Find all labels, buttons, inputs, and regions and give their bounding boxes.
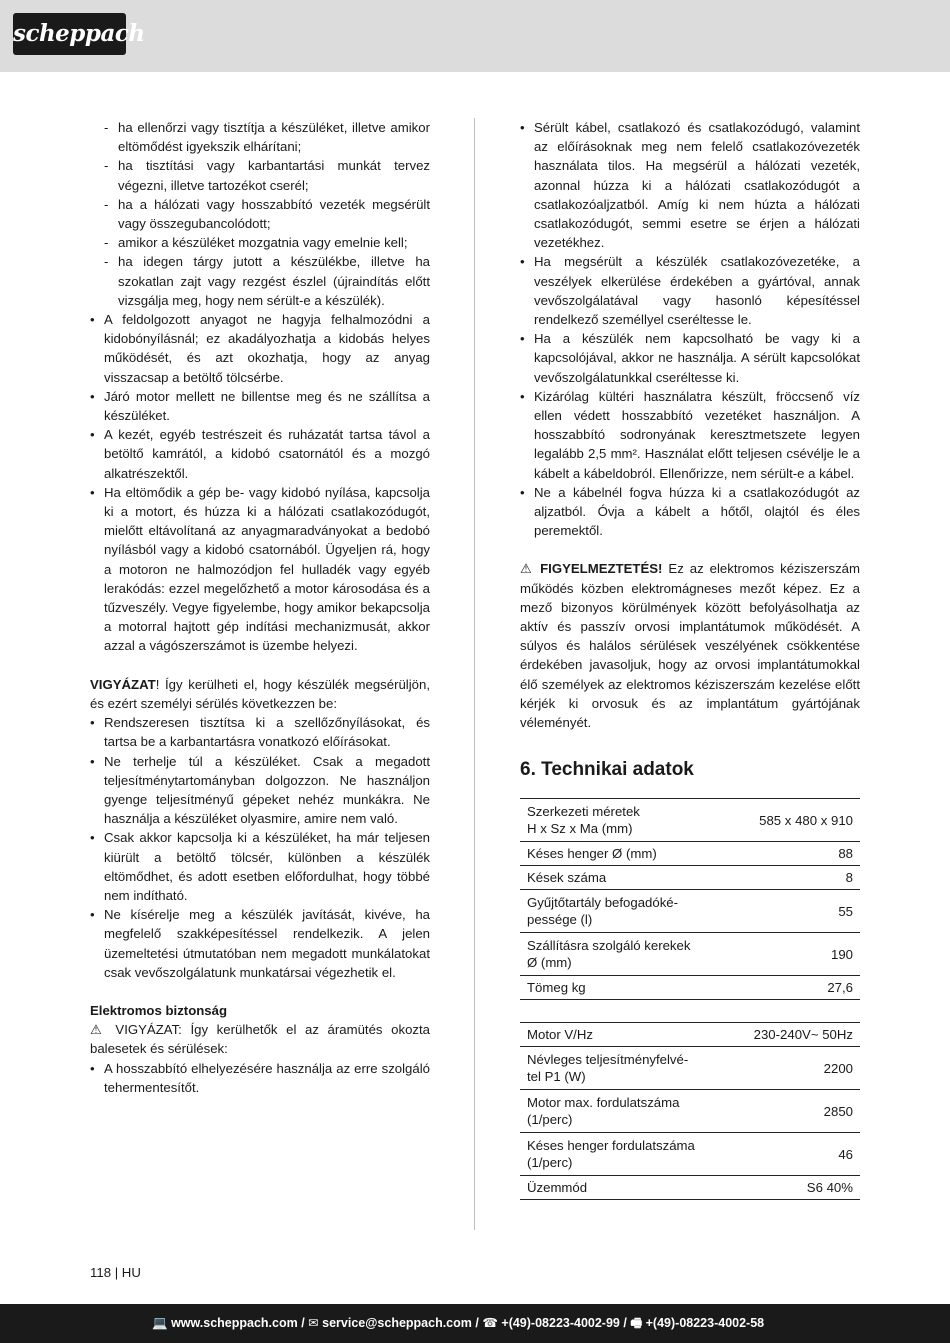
spec-table-dimensions — [520, 798, 860, 1000]
table-row — [520, 842, 860, 866]
spec-value: S6 40% — [729, 1176, 860, 1200]
bullet-list — [90, 310, 430, 656]
spec-value: 585 x 480 x 910 — [731, 799, 860, 842]
bullet-item: • Ne kísérelje meg a készülék javítását, kivéve, ha megfelelő szakképesítéssel rendelkezik. A jelen üzemeltetési útmutatóban nem megadott munkálatokat csak vevőszolgálatunk munkatársai végezhetik el. — [90, 907, 430, 980]
spec-label: Gyűjtőtartály befogadóké- pessége (l) — [520, 890, 731, 933]
bullet-item: • A hosszabbító elhelyezésére használja az erre szolgáló tehermentesítőt. — [90, 1060, 430, 1095]
spec-value: 2850 — [729, 1090, 860, 1133]
spec-label: Kések száma — [520, 866, 731, 890]
dash-item: - ha a hálózati vagy hosszabbító vezeték megsérült vagy összegubancolódott; — [104, 196, 430, 232]
spec-value: 27,6 — [731, 976, 860, 1000]
warning-triangle-icon: ⚠ — [520, 561, 535, 577]
spec-value: 230-240V~ 50Hz — [729, 1023, 860, 1047]
page-number: 118 | HU — [90, 1265, 141, 1280]
emf-warning-paragraph: ⚠ FIGYELMEZTETÉS! Ez az elektromos kéziszerszám működés közben elektromágneses mezőt képez. Ez a mező bizonyos körülmények között befolyásolhatja az aktív és passzív orvosi implantátumok működését. A súlyos és halálos sérülések veszélyének csökkentése érdekében javasoljuk, hogy az orvosi implantátumokkal élő személyek az elektromos kéziszerszám kezelése előtt kérjék ki orvosuk és az implantátum gyártójának véleményét. — [520, 561, 860, 731]
footer-fax: +(49)-08223-4002-58 — [645, 1316, 765, 1330]
bullet-item: • Járó motor mellett ne billentse meg és ne szállítsa a készüléket. — [90, 388, 430, 424]
dash-item: - ha ellenőrzi vagy tisztítja a készüléket, illetve amikor eltömődést igyekszik elhárítani; — [104, 120, 430, 155]
spec-value: 190 — [731, 933, 860, 976]
phone-icon: ☎ — [482, 1316, 498, 1330]
bullet-list — [90, 713, 430, 982]
spec-label: Szállításra szolgáló kerekek Ø (mm) — [520, 933, 731, 976]
bullet-list — [90, 1059, 430, 1097]
electrical-warning: ⚠ VIGYÁZAT: Így kerülhetők el az áramütés okozta balesetek és sérülések: — [90, 1022, 430, 1057]
section-title: 6. Technikai adatok — [520, 759, 694, 781]
footer-email[interactable]: service@scheppach.com — [322, 1316, 472, 1330]
scheppach-logo: scheppach — [13, 13, 126, 55]
spec-label: Motor V/Hz — [520, 1023, 729, 1047]
table-row — [520, 890, 860, 933]
bullet-item: • Ne a kábelnél fogva húzza ki a csatlakozódugót az aljzatból. Óvja a kábelt a hőtől, olajtól és éles peremektől. — [520, 484, 860, 539]
bullet-item: • Csak akkor kapcsolja ki a készüléket, ha már teljesen kiürült a betöltő tölcsér, különben a készülék eltömődhet, és adott esetben előfordulhat, hogy többé nem indítható. — [90, 830, 430, 903]
spec-value: 46 — [729, 1133, 860, 1176]
table-row — [520, 1176, 860, 1200]
computer-icon: 💻 — [152, 1316, 168, 1330]
spec-label: Késes henger fordulatszáma (1/perc) — [520, 1133, 729, 1176]
spec-label: Tömeg kg — [520, 976, 731, 1000]
spec-value: 88 — [731, 842, 860, 866]
bullet-item: • Ha a készülék nem kapcsolható be vagy ki a kapcsolójával, akkor ne használja. A sérült kapcsolókat vevőszolgálatunkkal cseréltesse ki. — [520, 331, 860, 385]
bullet-item: • Rendszeresen tisztítsa ki a szellőzőnyílásokat, és tartsa be a karbantartásra vonatkozó előírásokat. — [90, 715, 430, 750]
spec-label: Motor max. fordulatszáma (1/perc) — [520, 1090, 729, 1133]
fax-icon: 🖷 — [630, 1316, 643, 1330]
table-row — [520, 1133, 860, 1176]
left-column — [90, 118, 430, 1097]
spec-value: 8 — [731, 866, 860, 890]
spec-label: Névleges teljesítményfelvé- tel P1 (W) — [520, 1047, 729, 1090]
bullet-item: • Ha megsérült a készülék csatlakozóvezetéke, a veszélyek elkerülése érdekében a gyártóval, annak vevőszolgálatával vagy hasonló képesítéssel rendelkező személlyel cseréltesse le. — [520, 254, 860, 328]
bullet-item: • A kezét, egyéb testrészeit és ruházatát tartsa távol a betöltő kamrától, a kidobó csatornától és a mozgó alkatrészektől. — [90, 427, 430, 481]
right-column — [520, 118, 860, 1200]
table-row — [520, 976, 860, 1000]
bullet-item: • Kizárólag kültéri használatra készült, fröccsenő víz ellen védett hosszabbító vezetéket használjon. A hosszabbító sodronyának keresztmetszete legyen legalább 2,5 mm². Használat előtt teljesen csévélje le a kábelt a kábeldobról. Ellenőrizze, nem sérült-e a kábel. — [520, 388, 860, 481]
spec-label: Késes henger Ø (mm) — [520, 842, 731, 866]
bullet-list — [520, 118, 860, 540]
footer-phone: +(49)-08223-4002-99 — [501, 1316, 620, 1330]
bullet-item: • Ne terhelje túl a készüléket. Csak a megadott teljesítménytartományban dolgozzon. Ne használjon gyenge teljesítményű gépeket nehéz munkákra. Ne használja a készüléket olyasmire, amire nem való. — [90, 753, 430, 827]
dash-item: - amikor a készüléket mozgatnia vagy emelnie kell; — [104, 235, 408, 251]
spec-label: Szerkezeti méretek H x Sz x Ma (mm) — [520, 799, 731, 842]
bullet-item: • A feldolgozott anyagot ne hagyja felhalmozódni a kidobónyílásnál; ez akadályozhatja a kidobás helyes működését, és azt okozhatja, hogy az anyag visszacsap a betöltő tölcsérbe. — [90, 312, 430, 385]
column-divider — [474, 118, 475, 1230]
email-icon: ✉ — [308, 1316, 319, 1330]
bullet-item: • Ha eltömődik a gép be- vagy kidobó nyílása, kapcsolja ki a motort, és húzza ki a hálózati csatlakozódugót, mielőtt eltávolítaná az anyagmaradványokat a bedobó nyílásból vagy a kidobó csatornából. Ügyeljen rá, hogy a motoron ne halmozódjon fel hulladék vagy egyéb lerakódás: ezzel megelőzhető a motor károsodása és a tűzveszély. Vegye figyelembe, hogy amikor bekapcsolja a motorral hajtott gép indítási mechanizmusát, akkor azzal a vágószerszámot is üzembe helyezi. — [90, 484, 430, 654]
spec-value: 2200 — [729, 1047, 860, 1090]
table-row — [520, 1023, 860, 1047]
spec-value: 55 — [731, 890, 860, 933]
page-header — [0, 0, 950, 72]
spec-label: Üzemmód — [520, 1176, 729, 1200]
table-row — [520, 1047, 860, 1090]
caution-paragraph: VIGYÁZAT! Így kerülheti el, hogy készülék megsérüljön, és ezért személyi sérülés következzen be: — [90, 676, 430, 711]
dash-list — [90, 118, 430, 310]
dash-item: - ha tisztítási vagy karbantartási munkát tervez végezni, illetve tartozékot cserél; — [104, 158, 430, 193]
table-row — [520, 1090, 860, 1133]
footer-website[interactable]: www.scheppach.com — [171, 1316, 298, 1330]
page-footer: 💻 www.scheppach.com / ✉ service@scheppach.com / ☎ +(49)-08223-4002-99 / 🖷 +(49)-08223-4002-58 — [0, 1304, 950, 1343]
spec-table-motor — [520, 1022, 860, 1200]
warning-triangle-icon: ⚠ — [90, 1022, 107, 1038]
bullet-item: • Sérült kábel, csatlakozó és csatlakozódugó, valamint az előírásoknak meg nem felelő csatlakozóvezeték használata tilos. Ha megsérül a hálózati vezeték, azonnal húzza ki a hálózati csatlakozódugót a csatlakozóaljzatból. Amíg ki nem húzta a hálózati csatlakozódugót, semmi esetre se érjen a hálózati vezetékhez. — [520, 120, 860, 251]
dash-item: - ha idegen tárgy jutott a készülékbe, illetve ha szokatlan zajt vagy rezgést észlel (újraindítás előtt vizsgálja meg, hogy nem sérült-e a készülék). — [104, 254, 430, 308]
table-row — [520, 866, 860, 890]
electrical-safety-heading: Elektromos biztonság — [90, 1002, 228, 1018]
table-row — [520, 933, 860, 976]
table-row — [520, 799, 860, 842]
